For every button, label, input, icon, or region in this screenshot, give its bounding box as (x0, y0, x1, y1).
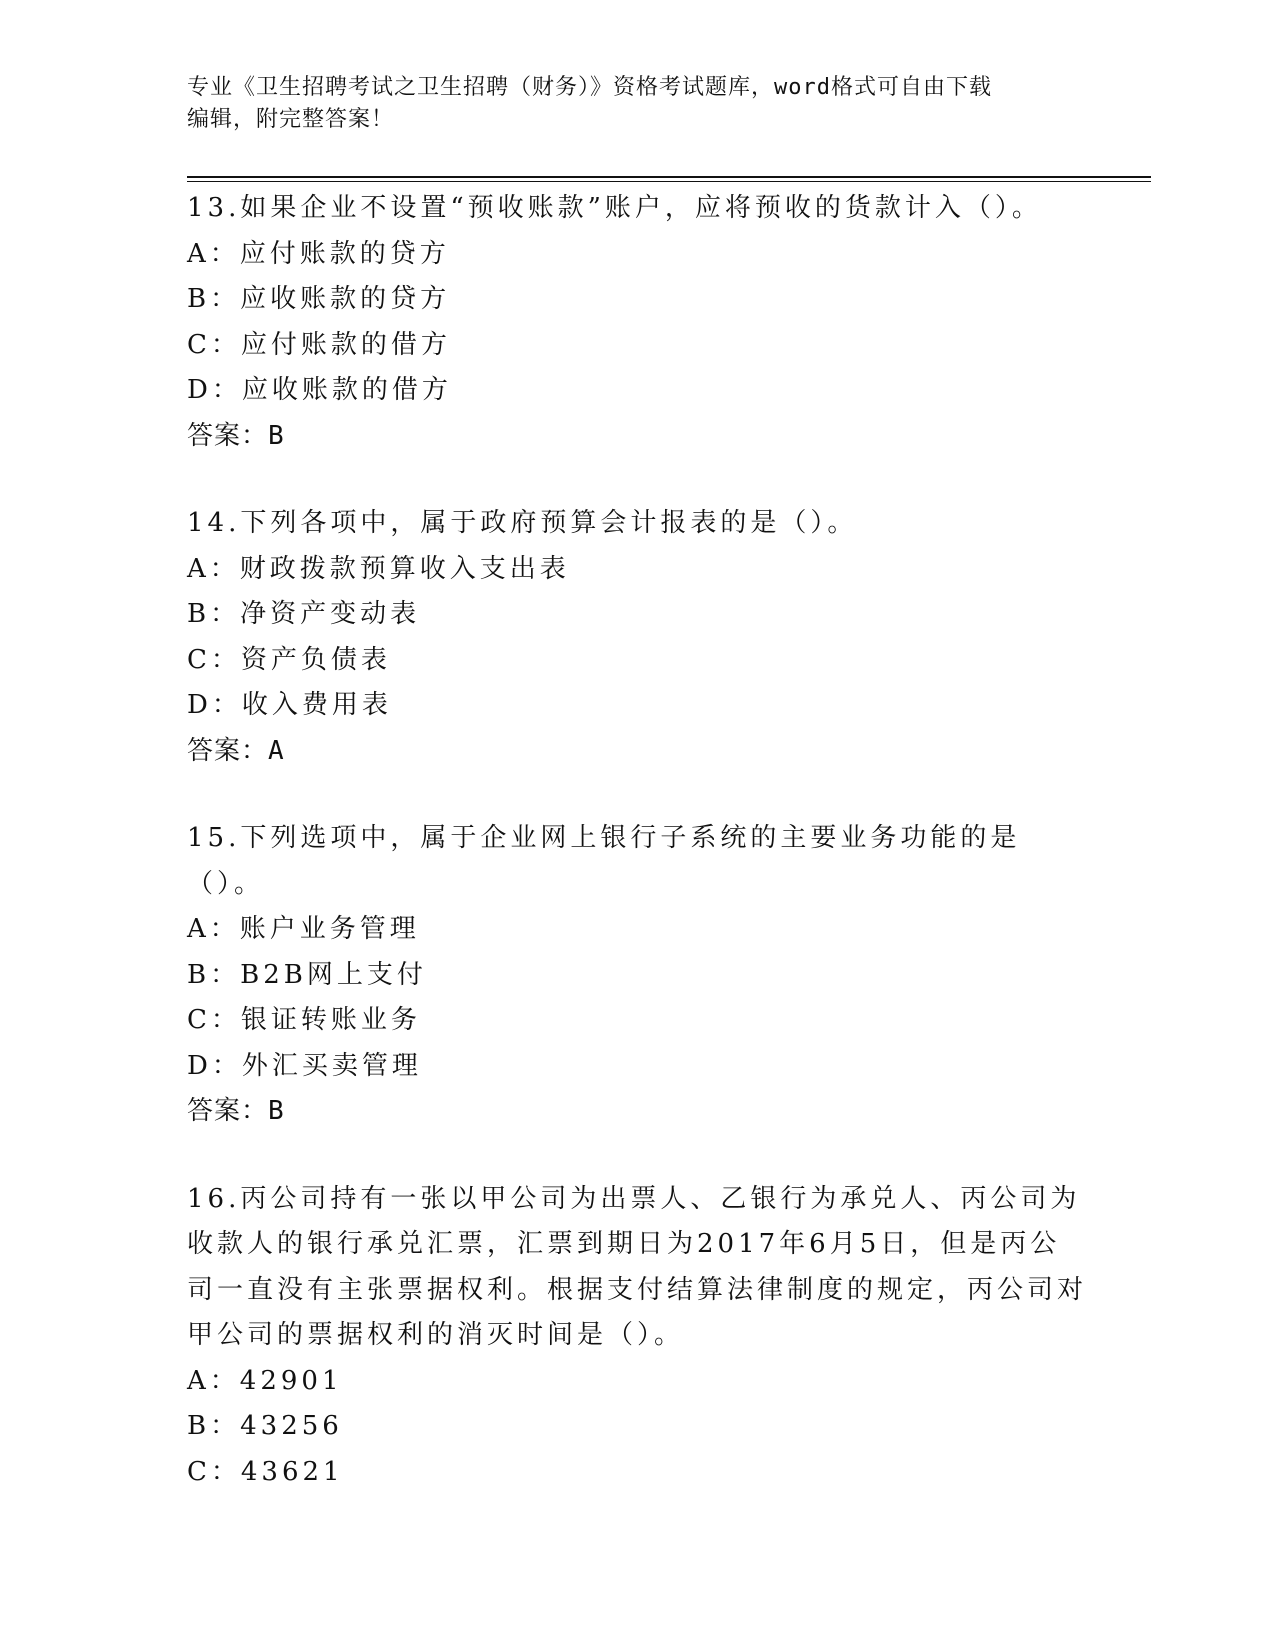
header-divider-thin (187, 181, 1151, 182)
question-stem: 14.下列各项中，属于政府预算会计报表的是（）。 (187, 508, 858, 538)
question-15 (187, 816, 1087, 1135)
option-b: B：43256 (187, 1411, 343, 1441)
question-stem: 13.如果企业不设置“预收账款”账户，应将预收的货款计入（）。 (187, 193, 1042, 223)
option-b: B：净资产变动表 (187, 599, 421, 629)
question-14 (187, 501, 1087, 774)
question-stem: 16.丙公司持有一张以甲公司为出票人、乙银行为承兑人、丙公司为收款人的银行承兑汇票，汇票到期日为2017年6月5日，但是丙公司一直没有主张票据权利。根据支付结算法律制度的规定，丙公司对甲公司的票据权利的消灭时间是（）。 (187, 1183, 1088, 1350)
option-a: A：应付账款的贷方 (187, 238, 450, 269)
question-stem: 15.下列选项中，属于企业网上银行子系统的主要业务功能的是（）。 (187, 823, 1021, 899)
option-a: A：财政拨款预算收入支出表 (187, 553, 570, 584)
question-list (187, 186, 1087, 1537)
option-c: C：银证转账业务 (187, 1005, 421, 1035)
option-d: D：外汇买卖管理 (187, 1050, 422, 1081)
document-header (187, 72, 1087, 136)
header-line-1: 专业《卫生招聘考试之卫生招聘（财务）》资格考试题库，word格式可自由下载 (187, 75, 992, 100)
option-c: C：资产负债表 (187, 644, 391, 675)
option-b: B：应收账款的贷方 (187, 284, 451, 314)
answer-line: 答案：A (187, 735, 285, 766)
option-c: C：应付账款的借方 (187, 329, 451, 360)
option-a: A：账户业务管理 (187, 914, 420, 944)
question-13 (187, 186, 1087, 459)
option-a: A：42901 (187, 1365, 343, 1396)
option-d: D：收入费用表 (187, 690, 392, 720)
option-c: C：43621 (187, 1456, 344, 1487)
header-divider-thick (187, 176, 1151, 178)
question-16 (187, 1177, 1087, 1496)
header-line-2: 编辑，附完整答案！ (187, 107, 395, 132)
answer-line: 答案：B (187, 1096, 285, 1126)
answer-line: 答案：B (187, 420, 285, 451)
option-d: D：应收账款的借方 (187, 375, 452, 405)
option-b: B：B2B网上支付 (187, 959, 427, 990)
